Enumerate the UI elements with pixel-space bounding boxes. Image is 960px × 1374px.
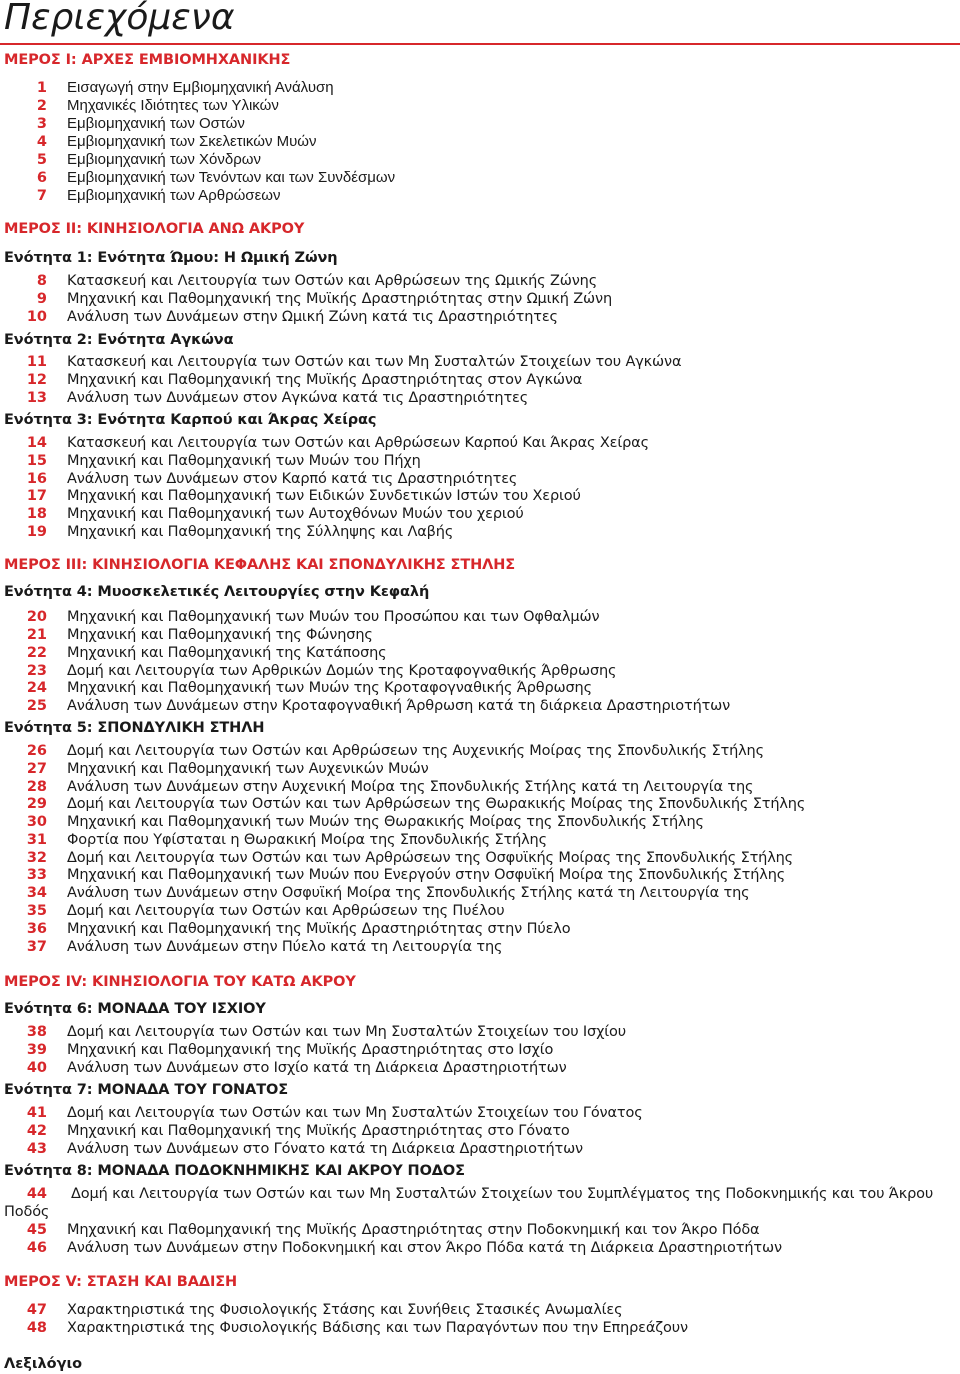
chapter-title: Μηχανική και Παθομηχανική των Μυών της Θωρακικής Μοίρας της Σπονδυλικής Στήλης [67,814,704,830]
chapter-number: 16 [26,471,47,487]
toc-entry[interactable] [0,626,960,644]
toc-entry[interactable] [0,470,960,488]
chapter-title: Δομή και Λειτουργία των Οστών και των Μη Συσταλτών Στοιχείων του Συμπλέγματος της Ποδοκνημικής και του Άκρου Ποδός [4,1186,934,1220]
toc-entry[interactable] [0,1301,960,1319]
toc-entry[interactable] [0,1104,960,1122]
chapter-title: Μηχανική και Παθομηχανική της Μυϊκής Δραστηριότητας στο Γόνατο [67,1123,570,1139]
chapter-number: 15 [26,453,47,469]
part-heading: ΜΕΡΟΣ ΙΙ: ΚΙΝΗΣΙΟΛΟΓΙΑ ΑΝΩ ΑΚΡΟΥ [4,221,305,237]
chapter-number: 41 [26,1105,47,1121]
toc-entry[interactable] [0,795,960,813]
chapter-title: Μηχανική και Παθομηχανική των Αυτοχθόνων Μυών του χεριού [67,506,524,522]
toc-entry[interactable] [0,523,960,541]
chapter-number: 14 [26,435,47,451]
chapter-number: 42 [26,1123,47,1139]
toc-entry[interactable] [0,1041,960,1059]
toc-entry[interactable] [0,1140,960,1158]
chapter-number: 32 [26,850,47,866]
chapter-number: 23 [26,663,47,679]
chapter-title: Κατασκευή και Λειτουργία των Οστών και των Μη Συσταλτών Στοιχείων του Αγκώνα [67,354,682,370]
chapter-number: 21 [26,627,47,643]
unit-heading: Ενότητα 5: ΣΠΟΝΔΥΛΙΚΗ ΣΤΗΛΗ [4,720,265,736]
chapter-title: Ανάλυση των Δυνάμεων στην Πύελο κατά τη Λειτουργία της [67,939,503,955]
chapter-number: 43 [26,1141,47,1157]
chapter-title: Δομή και Λειτουργία των Οστών και των Μη Συσταλτών Στοιχείων του Γόνατος [67,1105,643,1121]
chapter-title: Χαρακτηριστικά της Φυσιολογικής Στάσης και Συνήθεις Στασικές Ανωμαλίες [67,1302,623,1318]
toc-entry[interactable] [0,1319,960,1337]
chapter-number: 37 [26,939,47,955]
toc-entry[interactable] [0,272,960,290]
chapter-title: Μηχανική και Παθομηχανική των Ειδικών Συνδετικών Ιστών του Χεριού [67,488,581,504]
unit-heading: Ενότητα 7: ΜΟΝΑΔΑ ΤΟΥ ΓΟΝΑΤΟΣ [4,1082,289,1098]
chapter-title: Ανάλυση των Δυνάμεων στην Οσφυϊκή Μοίρα της Σπονδυλικής Στήλης κατά τη Λειτουργία της [67,885,750,901]
chapter-title: Εμβιομηχανική των Οστών [67,115,245,132]
chapter-title: Μηχανική και Παθομηχανική των Αυχενικών Μυών [67,761,429,777]
unit-heading: Ενότητα 6: ΜΟΝΑΔΑ ΤΟΥ ΙΣΧΙΟΥ [4,1001,266,1017]
chapter-number: 24 [26,680,47,696]
toc-entry[interactable] [0,1221,960,1239]
chapter-title: Ανάλυση των Δυνάμεων στο Γόνατο κατά τη Διάρκεια Δραστηριοτήτων [67,1141,584,1157]
chapter-number: 46 [26,1240,47,1256]
chapter-number: 38 [26,1024,47,1040]
toc-entry[interactable] [0,831,960,849]
chapter-number: 26 [26,743,47,759]
toc-entry[interactable] [0,505,960,523]
chapter-number: 27 [26,761,47,777]
chapter-title: Μηχανική και Παθομηχανική των Μυών της Κροταφογναθικής Άρθρωσης [67,680,592,696]
part-heading: ΜΕΡΟΣ V: ΣΤΑΣΗ ΚΑΙ ΒΑΔΙΣΗ [4,1274,238,1290]
toc-entry[interactable] [0,452,960,470]
chapter-title: Εμβιομηχανική των Αρθρώσεων [67,187,281,204]
chapter-title: Εμβιομηχανική των Τενόντων και των Συνδέσμων [67,169,396,186]
chapter-title: Ανάλυση των Δυνάμεων στο Ισχίο κατά τη Διάρκεια Δραστηριοτήτων [67,1060,567,1076]
chapter-title: Φορτία που Υφίσταται η Θωρακική Μοίρα της Σπονδυλικής Στήλης [67,832,547,848]
toc-entry[interactable] [0,169,960,187]
chapter-number: 20 [26,609,47,625]
chapter-number: 36 [26,921,47,937]
chapter-number: 22 [26,645,47,661]
chapter-number: 7 [36,188,47,204]
toc-entry[interactable] [0,487,960,505]
chapter-number: 13 [26,390,47,406]
toc-entry[interactable] [0,813,960,831]
unit-heading: Ενότητα 3: Ενότητα Καρπού και Άκρας Χείρας [4,412,377,428]
chapter-number: 39 [26,1042,47,1058]
chapter-number: 6 [36,170,47,186]
toc-entry[interactable] [0,290,960,308]
toc-entry[interactable] [0,662,960,680]
chapter-number: 18 [26,506,47,522]
chapter-title: Μηχανική και Παθομηχανική της Μυϊκής Δραστηριότητας στην Ποδοκνημική και τον Άκρο Πόδα [67,1222,760,1238]
chapter-title: Ανάλυση των Δυνάμεων στην Αυχενική Μοίρα της Σπονδυλικής Στήλης κατά τη Λειτουργία της [67,779,754,795]
chapter-number: 31 [26,832,47,848]
part-heading: ΜΕΡΟΣ IV: ΚΙΝΗΣΙΟΛΟΓΙΑ ΤΟΥ ΚΑΤΩ ΑΚΡΟΥ [4,974,356,990]
toc-entry[interactable] [0,434,960,452]
toc-entry[interactable] [0,884,960,902]
toc-entry[interactable] [0,79,960,97]
toc-entry[interactable] [0,1122,960,1140]
toc-entry[interactable] [0,97,960,115]
toc-entry[interactable] [0,115,960,133]
chapter-title: Μηχανική και Παθομηχανική της Μυϊκής Δραστηριότητας στον Αγκώνα [67,372,583,388]
chapter-number: 48 [26,1320,47,1336]
chapter-number: 25 [26,698,47,714]
chapter-number: 11 [26,354,47,370]
toc-entry[interactable] [0,1239,960,1257]
chapter-title: Μηχανική και Παθομηχανική των Μυών που Ενεργούν στην Οσφυϊκή Μοίρα της Σπονδυλικής Στήλης [67,867,786,883]
chapter-title: Μηχανικές Ιδιότητες των Υλικών [67,97,279,114]
toc-entry[interactable] [0,389,960,407]
chapter-number: 10 [26,309,47,325]
chapter-number: 2 [36,98,47,114]
page-title: Περιεχόμενα [4,0,235,38]
chapter-number: 5 [36,152,47,168]
toc-entry[interactable] [0,760,960,778]
toc-entry[interactable] [0,849,960,867]
toc-entry[interactable] [0,187,960,205]
chapter-title: Δομή και Λειτουργία των Οστών και των Αρθρώσεων της Θωρακικής Μοίρας της Σπονδυλικής Στήλης [67,796,806,812]
glossary-heading[interactable]: Λεξιλόγιο [4,1356,83,1372]
chapter-title: Ανάλυση των Δυνάμεων στον Καρπό κατά τις Δραστηριότητες [67,471,518,487]
toc-entry[interactable] [0,308,960,326]
chapter-title: Μηχανική και Παθομηχανική της Μυϊκής Δραστηριότητας στο Ισχίο [67,1042,554,1058]
chapter-number: 19 [26,524,47,540]
chapter-title: Δομή και Λειτουργία των Αρθρικών Δομών της Κροταφογναθικής Άρθρωσης [67,663,617,679]
toc-entry[interactable] [0,644,960,662]
chapter-number: 3 [36,116,47,132]
title-divider [0,43,960,45]
chapter-title: Ανάλυση των Δυνάμεων στην Κροταφογναθική Άρθρωση κατά τη διάρκεια Δραστηριοτήτων [67,698,731,714]
chapter-title: Δομή και Λειτουργία των Οστών και Αρθρώσεων της Πυέλου [67,903,505,919]
toc-entry[interactable] [0,742,960,760]
chapter-title: Μηχανική και Παθομηχανική της Σύλληψης και Λαβής [67,524,454,540]
chapter-title: Ανάλυση των Δυνάμεων στην Ωμική Ζώνη κατά τις Δραστηριότητες [67,309,558,325]
chapter-title: Δομή και Λειτουργία των Οστών και των Μη Συσταλτών Στοιχείων του Ισχίου [67,1024,627,1040]
chapter-number: 29 [26,796,47,812]
toc-entry[interactable] [0,371,960,389]
chapter-number: 47 [26,1302,47,1318]
unit-heading: Ενότητα 8: ΜΟΝΑΔΑ ΠΟΔΟΚΝΗΜΙΚΗΣ ΚΑΙ ΑΚΡΟΥ ΠΟΔΟΣ [4,1163,465,1179]
chapter-title: Μηχανική και Παθομηχανική της Μυϊκής Δραστηριότητας στην Ωμική Ζώνη [67,291,613,307]
chapter-number: 28 [26,779,47,795]
chapter-title: Εμβιομηχανική των Χόνδρων [67,151,261,168]
chapter-number: 33 [26,867,47,883]
chapter-number: 44 [26,1186,47,1202]
chapter-number: 4 [36,134,47,150]
toc-entry[interactable] [0,1023,960,1041]
chapter-title: Εισαγωγή στην Εμβιομηχανική Ανάλυση [67,79,334,96]
toc-entry[interactable] [0,353,960,371]
chapter-number: 35 [26,903,47,919]
toc-entry[interactable] [0,920,960,938]
toc-entry[interactable] [0,1059,960,1077]
chapter-number: 12 [26,372,47,388]
chapter-title: Ανάλυση των Δυνάμεων στην Ποδοκνημική και στον Άκρο Πόδα κατά τη Διάρκεια Δραστηριοτήτων [67,1240,782,1256]
part-heading: ΜΕΡΟΣ ΙΙΙ: ΚΙΝΗΣΙΟΛΟΓΙΑ ΚΕΦΑΛΗΣ ΚΑΙ ΣΠΟΝΔΥΛΙΚΗΣ ΣΤΗΛΗΣ [4,557,516,573]
toc-entry[interactable] [0,133,960,151]
chapter-number: 9 [36,291,47,307]
chapter-title: Εμβιομηχανική των Σκελετικών Μυών [67,133,317,150]
chapter-title: Κατασκευή και Λειτουργία των Οστών και Αρθρώσεων Καρπού Και Άκρας Χείρας [67,435,649,451]
toc-entry[interactable] [0,778,960,796]
toc-entry[interactable] [0,938,960,956]
chapter-title: Δομή και Λειτουργία των Οστών και των Αρθρώσεων της Οσφυϊκής Μοίρας της Σπονδυλικής Στήλης [67,850,794,866]
unit-heading: Ενότητα 2: Ενότητα Αγκώνα [4,332,234,348]
toc-entry[interactable] [0,866,960,884]
chapter-number: 1 [36,80,47,96]
chapter-title: Μηχανική και Παθομηχανική των Μυών του Πήχη [67,453,421,469]
toc-entry[interactable] [0,151,960,169]
chapter-number: 40 [26,1060,47,1076]
chapter-number: 8 [36,273,47,289]
chapter-title: Μηχανική και Παθομηχανική της Μυϊκής Δραστηριότητας στην Πύελο [67,921,571,937]
chapter-title: Κατασκευή και Λειτουργία των Οστών και Αρθρώσεων της Ωμικής Ζώνης [67,273,598,289]
chapter-title: Μηχανική και Παθομηχανική της Κατάποσης [67,645,387,661]
chapter-number: 45 [26,1222,47,1238]
chapter-number: 17 [26,488,47,504]
chapter-number: 34 [26,885,47,901]
chapter-title: Ανάλυση των Δυνάμεων στον Αγκώνα κατά τις Δραστηριότητες [67,390,529,406]
chapter-title: Δομή και Λειτουργία των Οστών και Αρθρώσεων της Αυχενικής Μοίρας της Σπονδυλικής Στήλης [67,743,764,759]
toc-entry[interactable] [0,679,960,697]
unit-heading: Ενότητα 1: Ενότητα Ώμου: Η Ωμική Ζώνη [4,250,338,266]
unit-heading: Ενότητα 4: Μυοσκελετικές Λειτουργίες στην Κεφαλή [4,584,430,600]
chapter-number: 30 [26,814,47,830]
toc-entry[interactable] [0,902,960,920]
toc-entry[interactable] [0,608,960,626]
chapter-title: Χαρακτηριστικά της Φυσιολογικής Βάδισης και των Παραγόντων που την Επηρεάζουν [67,1320,688,1336]
part-heading: ΜΕΡΟΣ Ι: ΑΡΧΕΣ ΕΜΒΙΟΜΗΧΑΝΙΚΗΣ [4,52,291,68]
toc-entry[interactable] [0,697,960,715]
chapter-title: Μηχανική και Παθομηχανική των Μυών του Προσώπου και των Οφθαλμών [67,609,600,625]
toc-entry[interactable] [0,1185,960,1221]
chapter-title: Μηχανική και Παθομηχανική της Φώνησης [67,627,373,643]
